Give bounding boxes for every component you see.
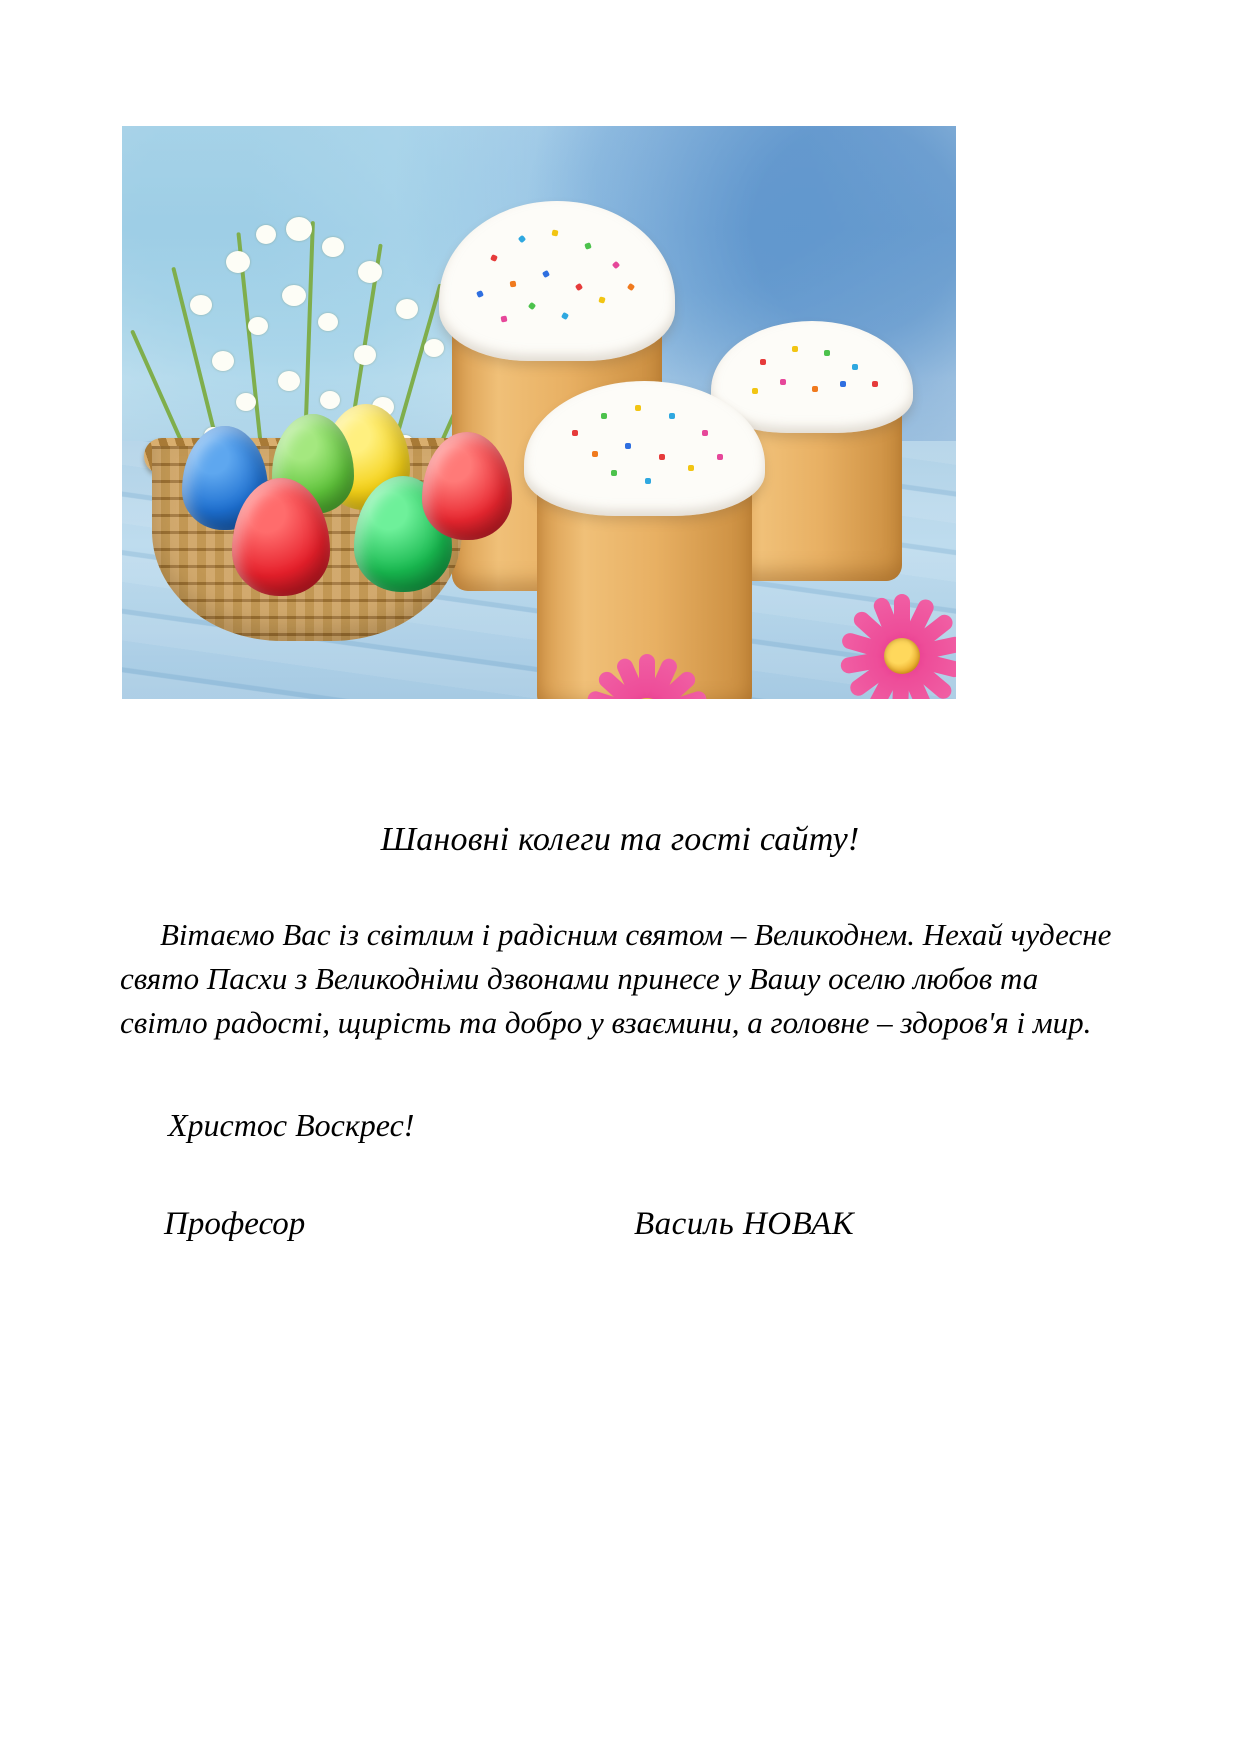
- photo-background: [122, 126, 956, 699]
- daisy-flower-left: [562, 631, 732, 699]
- greeting-title: Шановні колеги та гості сайту!: [380, 821, 860, 858]
- daisy-flower-right: [822, 576, 956, 699]
- signature-name: Василь НОВАК: [634, 1205, 855, 1242]
- easter-photo: [122, 126, 956, 699]
- signature-role: Професор: [164, 1205, 306, 1242]
- christ-is-risen-line: Христос Воскрес!: [168, 1106, 415, 1143]
- signature-row: [120, 1206, 1120, 1243]
- greeting-text-block: [120, 820, 1120, 1243]
- greeting-paragraph: Вітаємо Вас із світлим і радісним святом – Великоднем. Нехай чудесне свято Пасхи з Великодніми дзвонами принесе у Вашу оселю любов та світло радості, щирість та добро у взаємини, а головне – здоров'я і мир.: [120, 916, 1112, 1040]
